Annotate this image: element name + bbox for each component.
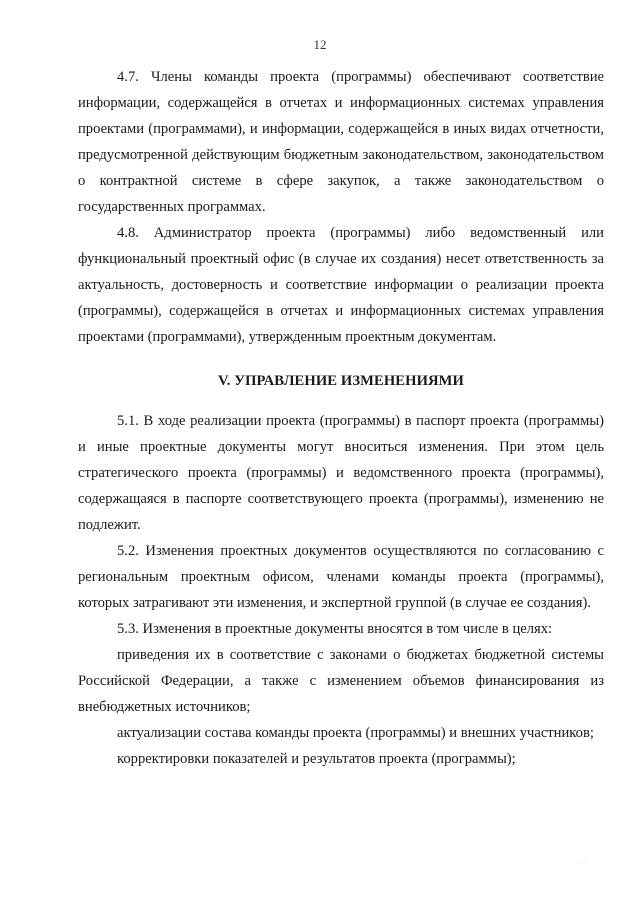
paragraph-4-8: 4.8. Администратор проекта (программы) либо ведомственный или функциональный проектный офис (в случае их создания) несет ответственность за актуальность, достоверность и соответствие информации о реализации проекта (программы), содержащейся в отчетах и информационных системах управления проектами (программами), утвержденным проектным документам.: [78, 225, 604, 345]
list-item-budget-alignment: приведения их в соответствие с законами о бюджетах бюджетной системы Российской Федерации, а также с изменением объемов финансирования из внебюджетных источников;: [78, 647, 604, 715]
document-body: [78, 64, 604, 772]
list-item-indicators-correction: корректировки показателей и результатов проекта (программы);: [117, 751, 516, 767]
scan-speck: · ·: [580, 859, 588, 868]
paragraph-5-1: 5.1. В ходе реализации проекта (программы) в паспорт проекта (программы) и иные проектные документы могут вноситься изменения. При этом цель стратегического проекта (программы) и ведомственного проекта (программы), содержащаяся в паспорте соответствующего проекта (программы), изменению не подлежит.: [78, 413, 604, 533]
page-number: 12: [313, 37, 327, 52]
paragraph-4-7: 4.7. Члены команды проекта (программы) обеспечивают соответствие информации, содержащейся в отчетах и информационных системах управления проектами (программами), и информации, содержащейся в иных видах отчетности, предусмотренной действующим бюджетным законодательством, законодательством о контрактной системе в сфере закупок, а также законодательством о государственных программах.: [78, 69, 604, 215]
paragraph-5-2: 5.2. Изменения проектных документов осуществляются по согласованию с региональным проектным офисом, членами команды проекта (программы), которых затрагивают эти изменения, и экспертной группой (в случае ее создания).: [78, 543, 604, 611]
list-item-team-update: актуализации состава команды проекта (программы) и внешних участников;: [117, 725, 594, 741]
section-heading: V. УПРАВЛЕНИЕ ИЗМЕНЕНИЯМИ: [218, 373, 464, 389]
paragraph-5-3: 5.3. Изменения в проектные документы вносятся в том числе в целях:: [117, 621, 553, 637]
